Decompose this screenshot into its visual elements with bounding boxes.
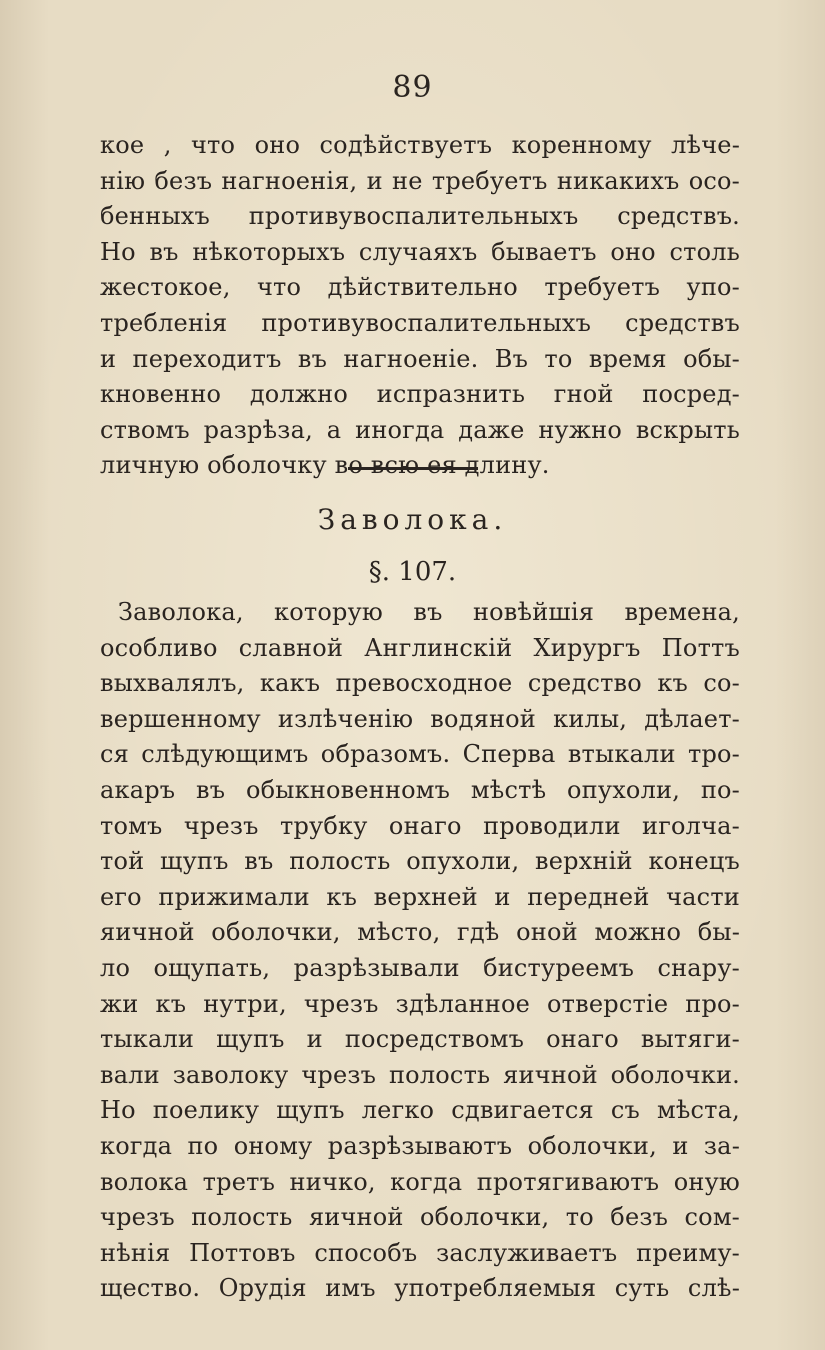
- text-line: ствомъ разрѣза, а иногда даже нужно вскрыть: [100, 415, 740, 444]
- text-line: жестокое, что дѣйствительно требуетъ упо-: [100, 273, 740, 302]
- text-line: требленія противувоспалительныхъ средствъ: [100, 308, 740, 337]
- text-line: ло ощупать, разрѣзывали бистуреемъ снару-: [100, 953, 740, 982]
- text-line: щество. Орудія имъ употребляемыя суть слѣ-: [100, 1274, 740, 1303]
- text-line: личную оболочку во всю ея длину.: [100, 451, 550, 480]
- text-line: нію безъ нагноенія, и не требуетъ никакихъ осо-: [100, 166, 740, 195]
- text-line: и переходитъ въ нагноеніе. Въ то время обы-: [100, 344, 740, 373]
- page-number: 89: [392, 70, 433, 105]
- bottom-paragraph: [100, 595, 740, 1307]
- text-line: Но поелику щупъ легко сдвигается съ мѣста,: [100, 1096, 740, 1125]
- text-line: яичной оболочки, мѣсто, гдѣ оной можно бы-: [100, 918, 740, 947]
- text-line: когда по оному разрѣзываютъ оболочки, и за-: [100, 1131, 740, 1160]
- section-divider: [348, 467, 478, 470]
- text-line: бенныхъ противувоспалительныхъ средствъ.: [100, 202, 740, 231]
- text-line: кновенно должно испразнить гной посред-: [100, 380, 740, 409]
- text-line: чрезъ полость яичной оболочки, то безъ сом-: [100, 1203, 740, 1232]
- text-line: вершенному излѣченію водяной килы, дѣлает-: [100, 704, 740, 733]
- text-line: особливо славной Англинскій Хирургъ Поттъ: [100, 633, 740, 662]
- text-line: выхвалялъ, какъ превосходное средство къ со-: [100, 669, 740, 698]
- text-line: той щупъ въ полость опухоли, верхній конецъ: [100, 847, 740, 876]
- text-line: Заволока, которую въ новѣйшія времена,: [118, 598, 740, 626]
- text-line: кое , что оно содѣйствуетъ коренному лѣче-: [100, 131, 740, 159]
- text-line: Но въ нѣкоторыхъ случаяхъ бываетъ оно столь: [100, 237, 740, 266]
- text-line: томъ чрезъ трубку онаго проводили иголча-: [100, 811, 740, 840]
- text-line: тыкали щупъ и посредствомъ онаго вытяги-: [100, 1025, 740, 1054]
- text-line: ся слѣдующимъ образомъ. Сперва втыкали тро-: [100, 740, 740, 769]
- text-line: волока третъ ничко, когда протягиваютъ оную: [100, 1167, 740, 1196]
- text-line: вали заволоку чрезъ полость яичной оболочки.: [100, 1060, 740, 1089]
- text-line: его прижимали къ верхней и передней части: [100, 882, 740, 911]
- text-line: нѣнія Поттовъ способъ заслуживаетъ преиму-: [100, 1238, 740, 1267]
- text-line: акаръ въ обыкновенномъ мѣстѣ опухоли, по-: [100, 775, 740, 804]
- section-number: §. 107.: [368, 557, 457, 587]
- section-title: Заволока.: [317, 503, 508, 536]
- top-paragraph: [100, 128, 740, 484]
- text-line: жи къ нутри, чрезъ здѣланное отверстіе про-: [100, 989, 740, 1018]
